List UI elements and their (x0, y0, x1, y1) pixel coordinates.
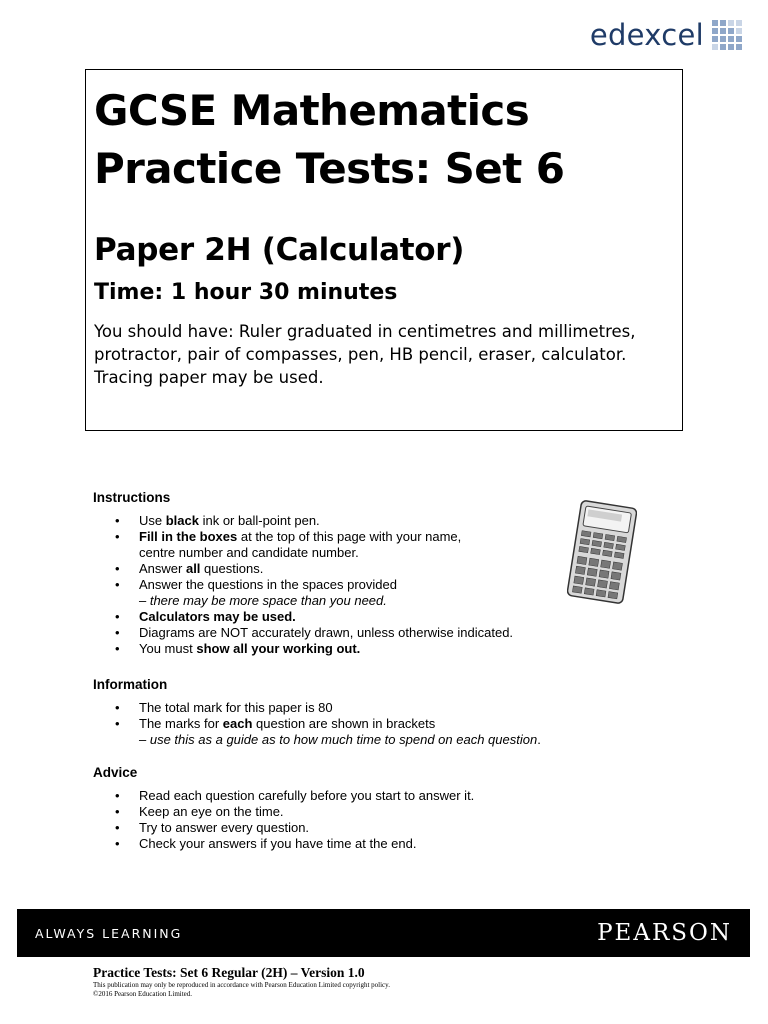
instruction-item: • You must show all your working out. (93, 641, 593, 657)
instructions-section (93, 489, 593, 657)
requirements-line-3: Tracing paper may be used. (94, 368, 324, 387)
advice-section (93, 764, 593, 852)
information-item: • The total mark for this paper is 80 (93, 700, 593, 716)
title-box (85, 69, 683, 431)
information-heading: Information (93, 677, 168, 692)
pearson-banner (17, 909, 750, 957)
edexcel-logo (590, 18, 742, 52)
information-list (93, 700, 593, 748)
title-line-1: GCSE Mathematics (94, 86, 530, 135)
advice-item: • Read each question carefully before you start to answer it. (93, 788, 593, 804)
instruction-item: • Diagrams are NOT accurately drawn, unless otherwise indicated. (93, 625, 593, 641)
footer-copyright: ©2016 Pearson Education Limited. (93, 990, 193, 998)
instruction-item: • Answer the questions in the spaces provided – there may be more space than you need. (93, 577, 593, 609)
information-item: • The marks for each question are shown in brackets – use this as a guide as to how much time to spend on each question. (93, 716, 593, 748)
advice-item: • Try to answer every question. (93, 820, 593, 836)
advice-list (93, 788, 593, 852)
time-allowed: Time: 1 hour 30 minutes (94, 280, 398, 305)
requirements-line-2: protractor, pair of compasses, pen, HB pencil, eraser, calculator. (94, 345, 627, 364)
advice-heading: Advice (93, 765, 138, 780)
requirements (94, 320, 668, 389)
instructions-list (93, 513, 593, 657)
footer-copyright-policy: This publication may only be reproduced in accordance with Pearson Education Limited copyright policy. (93, 981, 390, 989)
instruction-item: • Answer all questions. (93, 561, 593, 577)
footer (93, 965, 390, 999)
instruction-item: • Calculators may be used. (93, 609, 593, 625)
advice-item: • Check your answers if you have time at the end. (93, 836, 593, 852)
pearson-logo: PEARSON (597, 920, 732, 946)
logo-text: edexcel (589, 18, 704, 52)
information-section (93, 676, 593, 748)
title-line-2: Practice Tests: Set 6 (94, 144, 565, 193)
instructions-heading: Instructions (93, 490, 171, 505)
calculator-icon (567, 500, 637, 604)
advice-item: • Keep an eye on the time. (93, 804, 593, 820)
requirements-line-1: You should have: Ruler graduated in centimetres and millimetres, (94, 322, 636, 341)
always-learning-text: ALWAYS LEARNING (35, 925, 183, 941)
instruction-item: • Use black ink or ball-point pen. (93, 513, 593, 529)
footer-version: Practice Tests: Set 6 Regular (2H) – Version 1.0 (93, 965, 365, 980)
paper-title: Paper 2H (Calculator) (94, 232, 465, 268)
instruction-item: • Fill in the boxes at the top of this page with your name, centre number and candidate number. (93, 529, 593, 561)
logo-grid-icon (712, 20, 742, 50)
